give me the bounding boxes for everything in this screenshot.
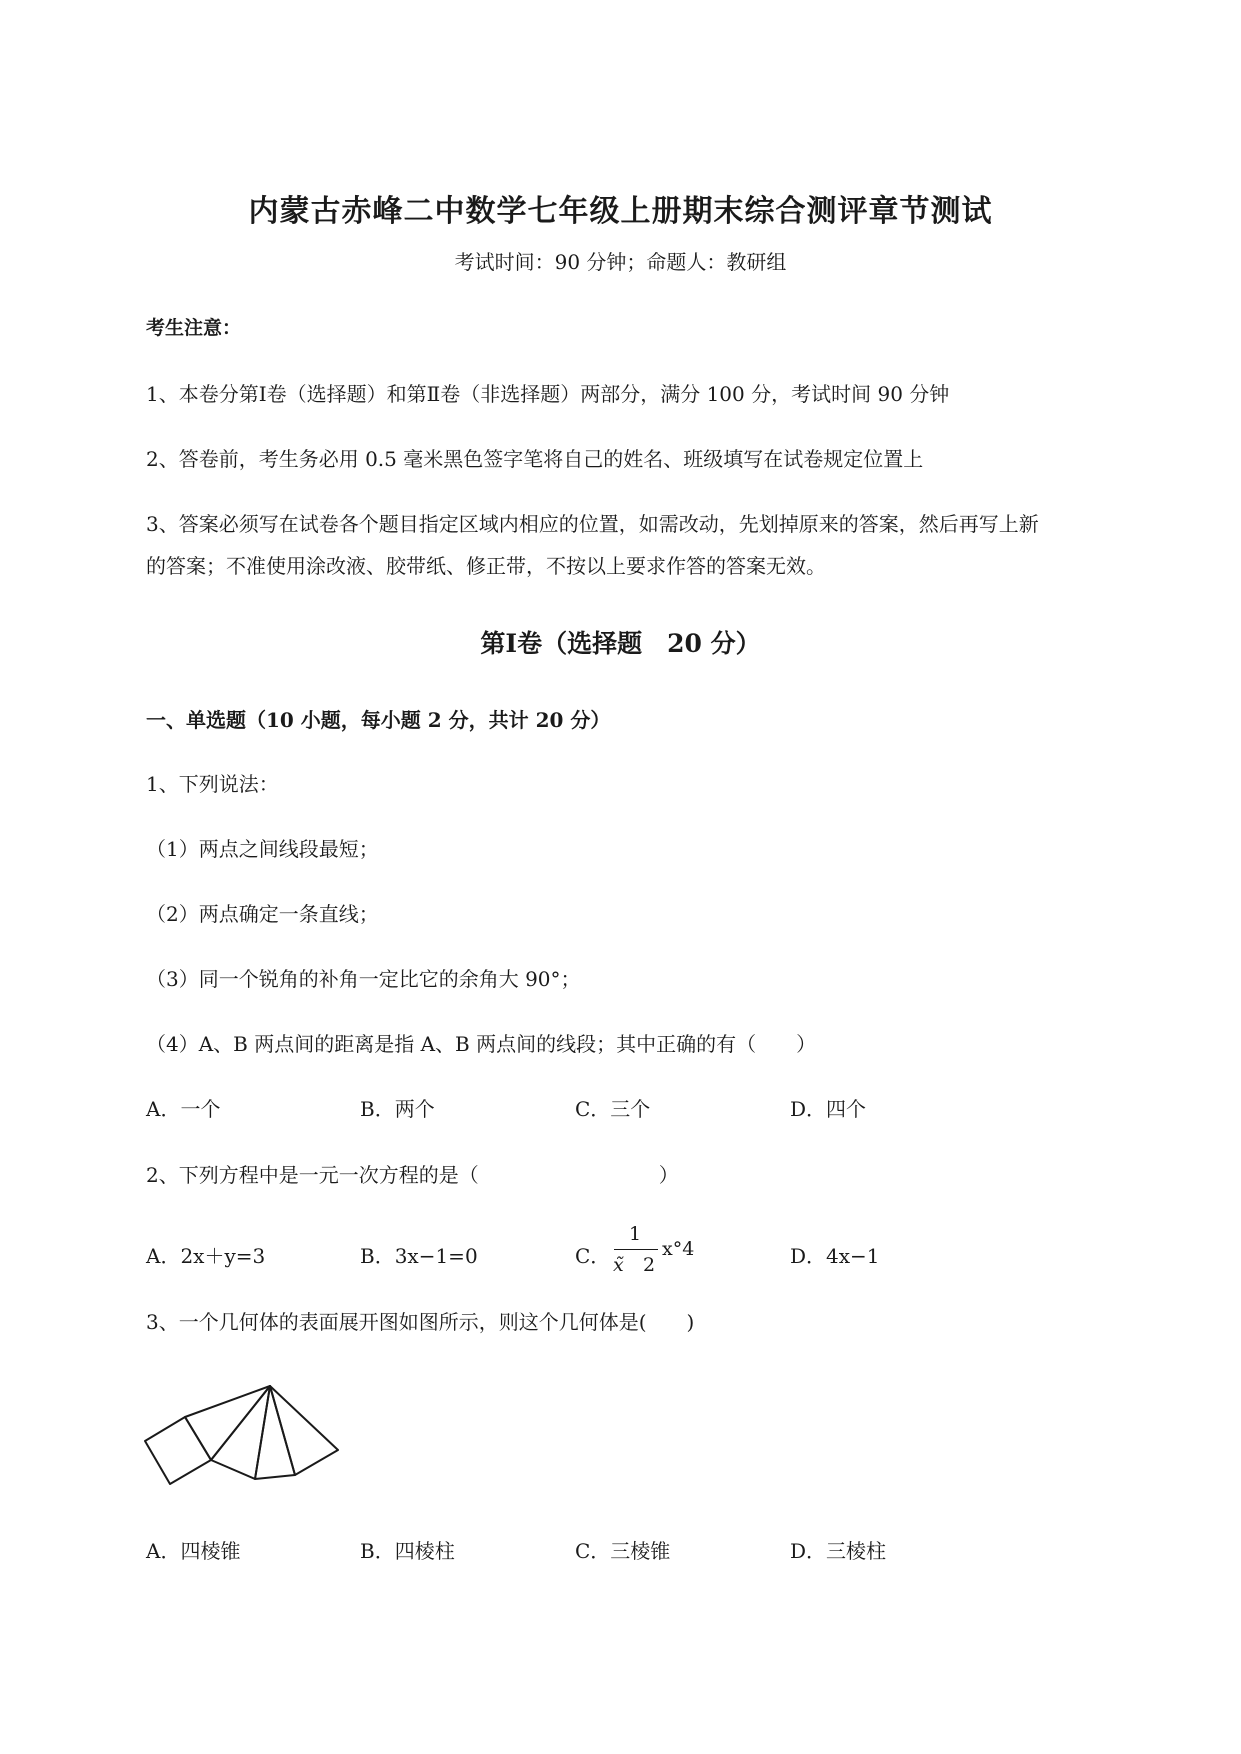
document-title: 内蒙古赤峰二中数学七年级上册期末综合测评章节测试	[248, 194, 993, 229]
net-triangle-face	[185, 1386, 270, 1460]
notice-heading: 考生注意：	[146, 317, 242, 339]
fraction-denominator-2: 2	[643, 1254, 656, 1276]
question-1-option-c: C．三个	[575, 1097, 651, 1121]
part-heading: 一、单选题（10 小题，每小题 2 分，共计 20 分）	[146, 708, 611, 732]
fraction-tail: x°4	[662, 1238, 695, 1260]
question-1-option-a: A．一个	[146, 1097, 221, 1121]
question-1-stem: 1、下列说法：	[146, 772, 279, 796]
question-2-option-d: D．4x−1	[790, 1244, 880, 1268]
fraction-numerator: 1	[629, 1223, 642, 1245]
net-diagram	[140, 1380, 350, 1490]
notice-item: 1、本卷分第Ⅰ卷（选择题）和第Ⅱ卷（非选择题）两部分，满分 100 分，考试时间 90 分钟	[146, 382, 950, 406]
question-1-statement: （1）两点之间线段最短；	[146, 837, 379, 861]
question-1-option-d: D．四个	[790, 1097, 867, 1121]
net-triangle-face	[270, 1386, 338, 1475]
section-title: 第Ⅰ卷（选择题 20 分）	[480, 629, 761, 658]
question-1-statement: （4）A、B 两点间的距离是指 A、B 两点间的线段；其中正确的有（ ）	[146, 1032, 817, 1056]
net-square-face	[145, 1417, 211, 1484]
question-3-option-c: C．三棱锥	[575, 1539, 671, 1563]
question-2-option-a: A．2x＋y=3	[146, 1244, 266, 1268]
document-subtitle: 考试时间：90 分钟；命题人：教研组	[454, 250, 787, 274]
question-1-statement: （2）两点确定一条直线；	[146, 902, 379, 926]
question-3-option-a: A．四棱锥	[146, 1539, 241, 1563]
question-2-option-c: C．	[575, 1244, 611, 1268]
fraction-denominator-x: x̃	[613, 1254, 624, 1276]
notice-item: 3、答案必须写在试卷各个题目指定区域内相应的位置，如需改动，先划掉原来的答案，然后再写上新	[146, 512, 1039, 536]
fraction-bar	[614, 1249, 658, 1250]
notice-item: 2、答卷前，考生务必用 0.5 毫米黑色签字笔将自己的姓名、班级填写在试卷规定位置上	[146, 447, 924, 471]
question-3-option-d: D．三棱柱	[790, 1539, 887, 1563]
net-triangle-face	[211, 1386, 270, 1479]
net-triangle-face	[255, 1386, 295, 1479]
question-1-statement: （3）同一个锐角的补角一定比它的余角大 90°；	[146, 967, 581, 991]
question-3-option-b: B．四棱柱	[360, 1539, 455, 1563]
question-1-option-b: B．两个	[360, 1097, 435, 1121]
question-2-stem: 2、下列方程中是一元一次方程的是（ ）	[146, 1163, 679, 1187]
question-3-stem: 3、一个几何体的表面展开图如图所示，则这个几何体是( )	[146, 1310, 695, 1334]
notice-item: 的答案；不准使用涂改液、胶带纸、修正带，不按以上要求作答的答案无效。	[146, 554, 826, 578]
question-2-option-b: B．3x−1=0	[360, 1244, 478, 1268]
